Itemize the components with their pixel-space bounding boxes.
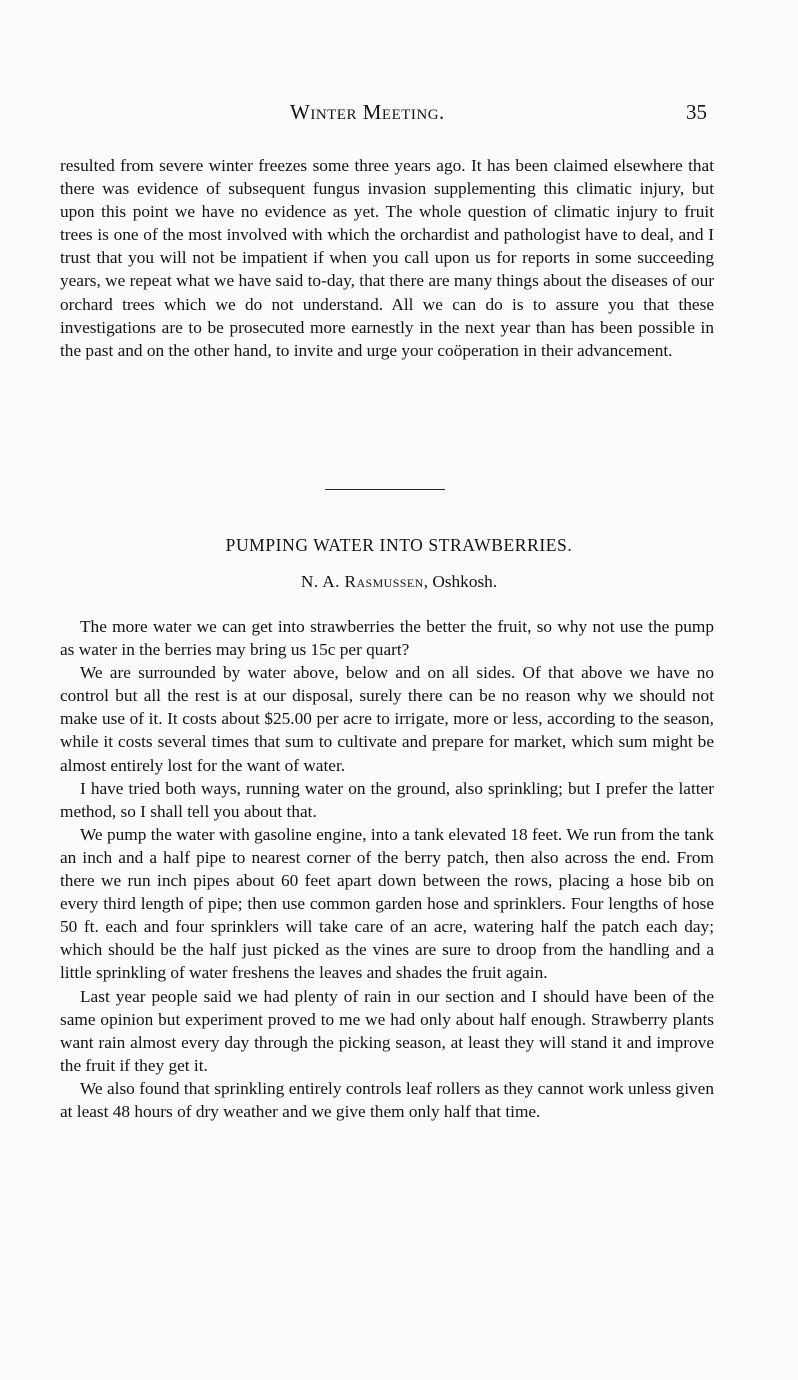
previous-article-text [60,154,714,362]
article-body [60,615,714,1123]
article-paragraph: I have tried both ways, running water on the ground, also sprinkling; but I prefer the latter method, so I shall tell you about that. [60,778,714,821]
running-title: Winter Meeting. [290,100,445,124]
article-paragraph: Last year people said we had plenty of rain in our section and I should have been of the same opinion but experiment proved to me we had only about half enough. Strawberry plants want rain almost every day through the picking season, at least they will stand it and improve the fruit if they get it. [60,986,714,1075]
author-name: N. A. Rasmussen [300,572,424,591]
article-paragraph: We also found that sprinkling entirely controls leaf rollers as they cannot work unless given at least 48 hours of dry weather and we give them only half that time. [60,1078,714,1121]
section-divider [325,489,445,490]
page-number: 35 [686,100,707,124]
continuation-paragraph: resulted from severe winter freezes some three years ago. It has been claimed elsewhere that there was evidence of subsequent fungus invasion supplementing this climatic injury, but upon this point we have no evidence as yet. The whole question of climatic injury to fruit trees is one of the most involved with which the orchardist and pathologist have to deal, and I trust that you will not be impatient if when you call upon us for reports in some succeeding years, we repeat what we have said to-day, that there are many things about the diseases of our orchard trees which we do not understand. All we can do is to assure you that these investigations are to be prosecuted more earnestly in the next year than has been possible in the past and on the other hand, to invite and urge your coöperation in their advancement. [60,156,714,360]
author-location: , Oshkosh. [423,572,498,591]
article-title: PUMPING WATER INTO STRAWBERRIES. [225,535,573,555]
article-paragraph: The more water we can get into strawberries the better the fruit, so why not use the pump as water in the berries may bring us 15c per quart? [60,617,714,660]
running-header [0,100,798,130]
article-paragraph: We are surrounded by water above, below and on all sides. Of that above we have no control but all the rest is at our disposal, surely there can be no reason why we should not make use of it. It costs about $25.00 per acre to irrigate, more or less, according to the season, while it costs several times that sum to cultivate and prepare for market, which sum might be almost entirely lost for the want of water. [60,663,714,775]
article-paragraph: We pump the water with gasoline engine, into a tank elevated 18 feet. We run from the tank an inch and a half pipe to nearest corner of the berry patch, then also across the end. From there we run inch pipes about 60 feet apart down between the rows, placing a hose bib on every third length of pipe; then use common garden hose and sprinklers. Four lengths of hose 50 ft. each and four sprinklers will take care of an acre, watering half the patch each day; which should be the half just picked as the vines are sure to droop from the handling and a little sprinkling of water freshens the leaves and shades the fruit again. [60,824,714,983]
author-byline [0,572,798,592]
